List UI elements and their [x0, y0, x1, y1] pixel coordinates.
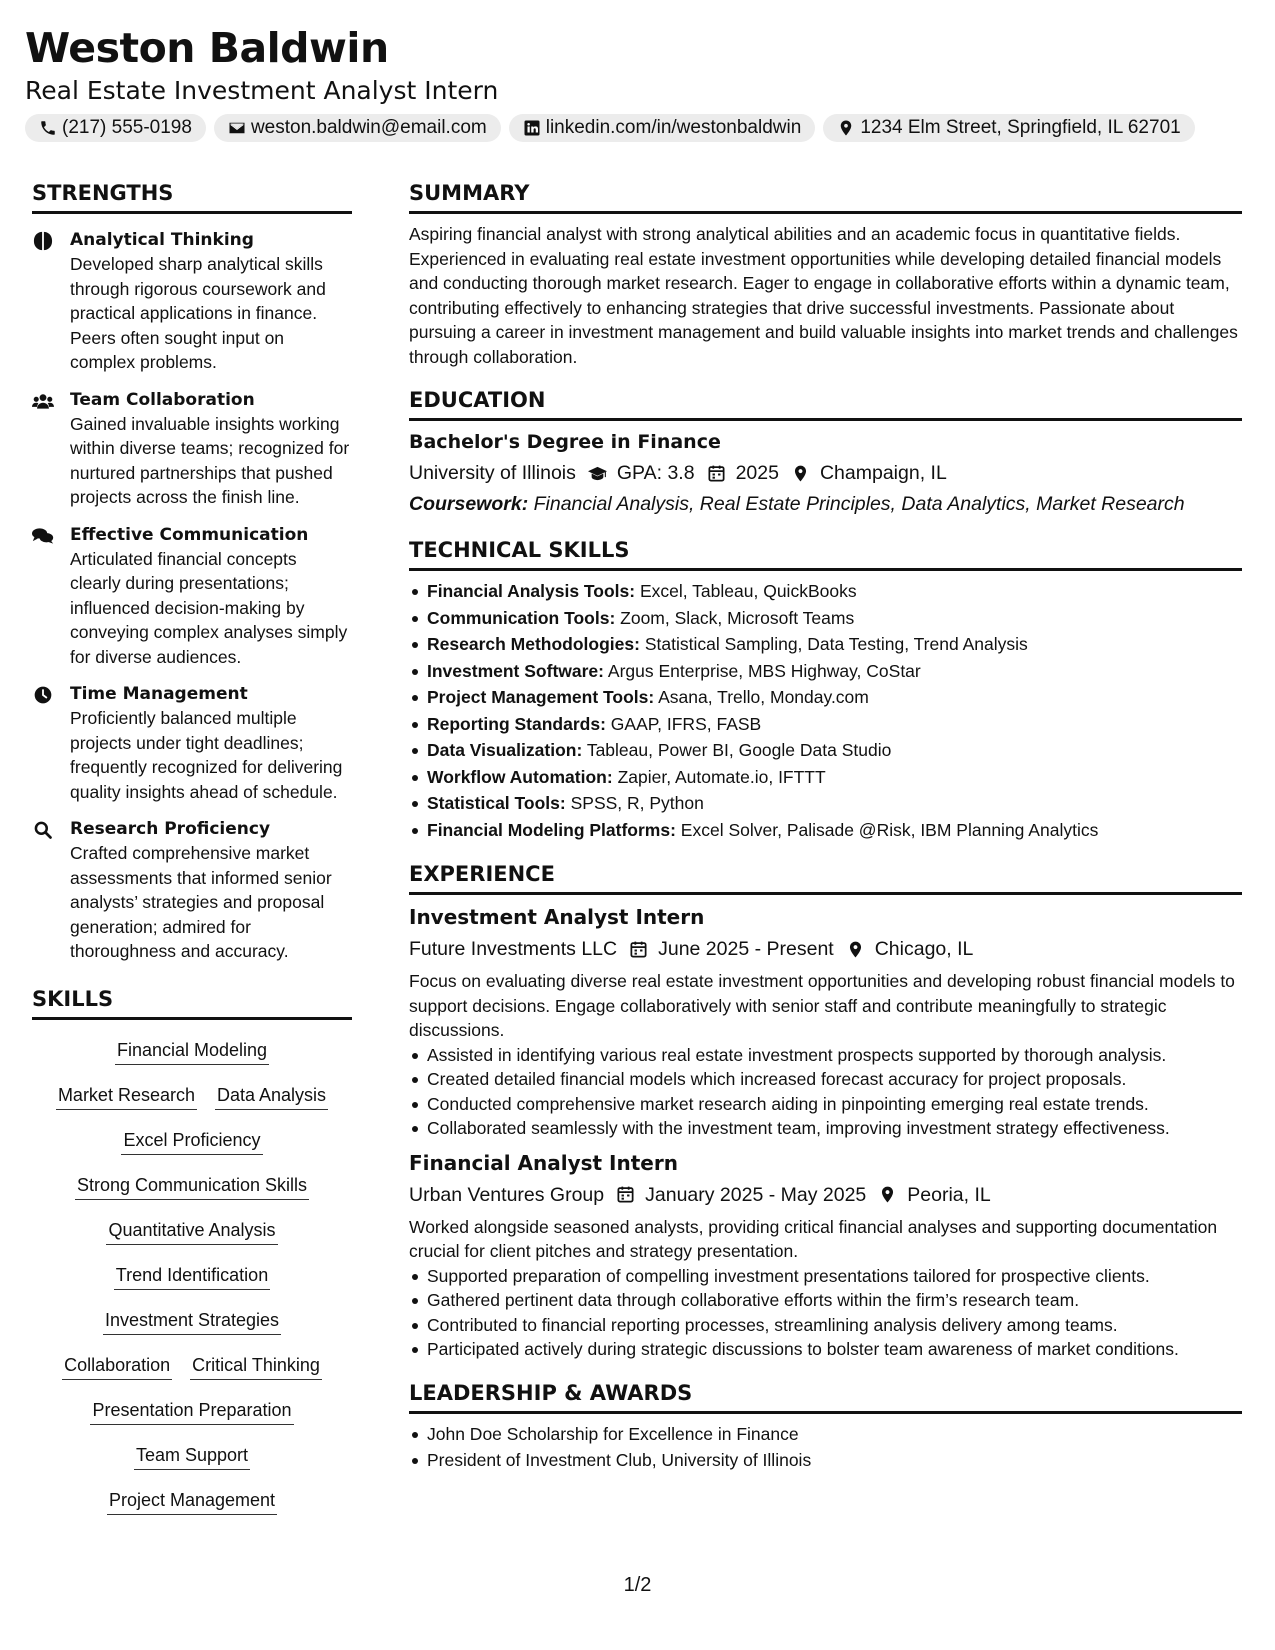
job-description: Focus on evaluating diverse real estate investment opportunities and developing robust financial models to support decisions. Engage collaboratively with senior staff and contribute meaningfully to strategic discussions. [409, 971, 1235, 1040]
contact-bar [25, 114, 1255, 142]
contact-email-text: weston.baldwin@email.com [250, 117, 487, 138]
list-item: Participated actively during strategic discussions to bolster team awareness of market conditions. [409, 1337, 1242, 1362]
skill-tag: Data Analysis [215, 1083, 328, 1110]
school-location: Champaign, IL [819, 462, 947, 484]
job-location: Chicago, IL [874, 938, 974, 960]
strength-title: Effective Communication [70, 524, 309, 545]
strength-title: Time Management [70, 684, 248, 704]
education-meta [409, 459, 1242, 487]
location-icon [791, 464, 810, 483]
contact-linkedin-text: linkedin.com/in/westonbaldwin [545, 117, 802, 138]
coursework [409, 489, 1242, 519]
calendar-icon [616, 1185, 635, 1204]
strengths-list [32, 228, 352, 964]
list-item: Conducted comprehensive market research aiding in pinpointing emerging real estate trends. [409, 1092, 1242, 1117]
list-item: Workflow Automation: Zapier, Automate.io, IFTTT [409, 764, 1242, 791]
experience-section [409, 861, 1242, 1362]
location-icon [837, 119, 855, 137]
list-item: Project Management Tools: Asana, Trello, Monday.com [409, 684, 1242, 711]
job-description: Worked alongside seasoned analysts, providing critical financial analyses and supporting documentation crucial for client pitches and strategy presentation. [409, 1216, 1218, 1261]
strength-title: Research Proficiency [70, 819, 271, 839]
strength-item [32, 682, 352, 804]
list-item: John Doe Scholarship for Excellence in Finance [409, 1421, 1242, 1448]
job-bullets [409, 1043, 1242, 1141]
coursework-label: Coursework: [409, 493, 529, 515]
candidate-role: Real Estate Investment Analyst Intern [25, 76, 499, 105]
candidate-name: Weston Baldwin [25, 24, 389, 72]
technical-skills-list [409, 578, 1242, 843]
strength-desc: Developed sharp analytical skills through rigorous coursework and practical applications in finance. Peers often sought input on complex problems. [70, 254, 326, 372]
comments-icon [32, 526, 54, 546]
right-column [409, 180, 1242, 1474]
skill-tag: Market Research [56, 1083, 197, 1110]
summary-text: Aspiring financial analyst with strong analytical abilities and an academic focus in quantitative fields. Experienced in evaluating real estate investment opportunities while developing detailed financial models and conducting thorough market research. Eager to engage in collaborative efforts within a dynamic team, contributing effectively to enhancing strategies that drive successful investments. Passionate about pursuing a career in investment management and build valuable insights into market trends and challenges through collaboration. [409, 224, 1238, 367]
skills-title: SKILLS [32, 986, 352, 1020]
phone-icon [39, 119, 57, 137]
coursework-list: Financial Analysis, Real Estate Principles, Data Analytics, Market Research [533, 493, 1185, 515]
resume-header [25, 22, 1255, 142]
job-location: Peoria, IL [907, 1183, 991, 1206]
strength-item [32, 817, 352, 964]
experience-title: EXPERIENCE [409, 861, 1242, 895]
job-entry [409, 903, 1242, 1141]
education-title: EDUCATION [409, 387, 1242, 421]
left-column [32, 180, 352, 1525]
awards-list [409, 1421, 1242, 1474]
skills-section [32, 986, 352, 1525]
awards-section [409, 1380, 1242, 1474]
skill-tag: Investment Strategies [103, 1308, 281, 1335]
calendar-icon [707, 464, 726, 483]
list-item: Supported preparation of compelling investment presentations tailored for prospective clients. [409, 1264, 1242, 1289]
job-title: Financial Analyst Intern [409, 1150, 678, 1175]
skill-tag: Critical Thinking [190, 1353, 322, 1380]
list-item: Collaborated seamlessly with the investment team, improving investment strategy effectiveness. [409, 1116, 1242, 1141]
school-name: University of Illinois [409, 462, 576, 484]
page-number: 1/2 [623, 1574, 652, 1596]
strength-desc: Crafted comprehensive market assessments that informed senior analysts’ strategies and proposal generation; admired for thoroughness and accuracy. [70, 843, 332, 961]
job-meta [409, 1181, 1242, 1209]
company-name: Urban Ventures Group [409, 1183, 605, 1206]
awards-title: LEADERSHIP & AWARDS [409, 1380, 1242, 1414]
linkedin-icon [523, 119, 541, 137]
degree-title: Bachelor's Degree in Finance [409, 431, 721, 453]
contact-address [823, 114, 1194, 142]
list-item: Research Methodologies: Statistical Sampling, Data Testing, Trend Analysis [409, 631, 1242, 658]
list-item: Financial Modeling Platforms: Excel Solver, Palisade @Risk, IBM Planning Analytics [409, 817, 1242, 844]
skill-tag: Strong Communication Skills [75, 1173, 309, 1200]
job-title: Investment Analyst Intern [409, 905, 705, 929]
skill-tag: Team Support [134, 1443, 250, 1470]
list-item: Statistical Tools: SPSS, R, Python [409, 790, 1242, 817]
skill-tag: Project Management [107, 1488, 277, 1515]
job-bullets [409, 1264, 1242, 1362]
job-meta [409, 935, 1242, 963]
summary-title: SUMMARY [409, 180, 1242, 214]
technical-skills-section [409, 537, 1242, 843]
job-entry [409, 1149, 1242, 1362]
list-item: Reporting Standards: GAAP, IFRS, FASB [409, 711, 1242, 738]
graduation-year: 2025 [735, 462, 779, 484]
strengths-section [32, 180, 352, 964]
clock-icon [32, 685, 54, 705]
strength-item [32, 388, 352, 510]
company-name: Future Investments LLC [409, 938, 618, 960]
strength-desc: Gained invaluable insights working within diverse teams; recognized for nurtured partnerships that pushed projects across the finish line. [70, 413, 350, 507]
skill-tag: Trend Identification [114, 1263, 270, 1290]
skill-tag: Presentation Preparation [90, 1398, 293, 1425]
contact-phone[interactable] [25, 114, 206, 142]
skill-tag: Financial Modeling [115, 1038, 269, 1065]
list-item: Created detailed financial models which increased forecast accuracy for project proposals. [409, 1067, 1242, 1092]
list-item: Data Visualization: Tableau, Power BI, Google Data Studio [409, 737, 1242, 764]
users-icon [32, 391, 54, 411]
calendar-icon [629, 940, 648, 959]
contact-linkedin[interactable] [509, 114, 816, 142]
strength-desc: Articulated financial concepts clearly during presentations; influenced decision-making by conveying complex analyses simply for diverse audiences. [70, 548, 348, 667]
email-icon [228, 119, 246, 137]
strength-item [32, 523, 352, 670]
location-icon [878, 1185, 897, 1204]
education-section [409, 387, 1242, 519]
technical-skills-title: TECHNICAL SKILLS [409, 537, 1242, 571]
list-item: Gathered pertinent data through collaborative efforts within the firm’s research team. [409, 1288, 1242, 1313]
skill-tag: Collaboration [62, 1353, 172, 1380]
strengths-title: STRENGTHS [32, 180, 352, 214]
list-item: Assisted in identifying various real estate investment prospects supported by thorough analysis. [409, 1043, 1242, 1068]
list-item: Financial Analysis Tools: Excel, Tableau, QuickBooks [409, 578, 1242, 605]
list-item: Communication Tools: Zoom, Slack, Microsoft Teams [409, 605, 1242, 632]
list-item: Investment Software: Argus Enterprise, MBS Highway, CoStar [409, 658, 1242, 685]
list-item: President of Investment Club, University of Illinois [409, 1447, 1242, 1474]
search-icon [32, 820, 54, 840]
skill-tag: Quantitative Analysis [106, 1218, 277, 1245]
skill-tag: Excel Proficiency [121, 1128, 262, 1155]
strength-title: Analytical Thinking [70, 230, 254, 250]
strength-desc: Proficiently balanced multiple projects under tight deadlines; frequently recognized for delivering quality insights ahead of schedule. [70, 708, 343, 802]
job-dates: June 2025 - Present [658, 938, 834, 960]
gpa: GPA: 3.8 [616, 462, 695, 484]
contact-phone-text: (217) 555-0198 [62, 117, 192, 138]
job-dates: January 2025 - May 2025 [645, 1183, 867, 1206]
list-item: Contributed to financial reporting processes, streamlining analysis delivery among teams. [409, 1313, 1242, 1338]
brain-icon [32, 231, 54, 251]
contact-email[interactable] [214, 114, 501, 142]
skills-list [32, 1030, 352, 1525]
strength-item [32, 228, 352, 375]
summary-section [409, 180, 1242, 369]
strength-title: Team Collaboration [70, 389, 255, 410]
contact-address-text: 1234 Elm Street, Springfield, IL 62701 [860, 117, 1181, 138]
location-icon [846, 940, 865, 959]
graduation-cap-icon [588, 464, 607, 483]
